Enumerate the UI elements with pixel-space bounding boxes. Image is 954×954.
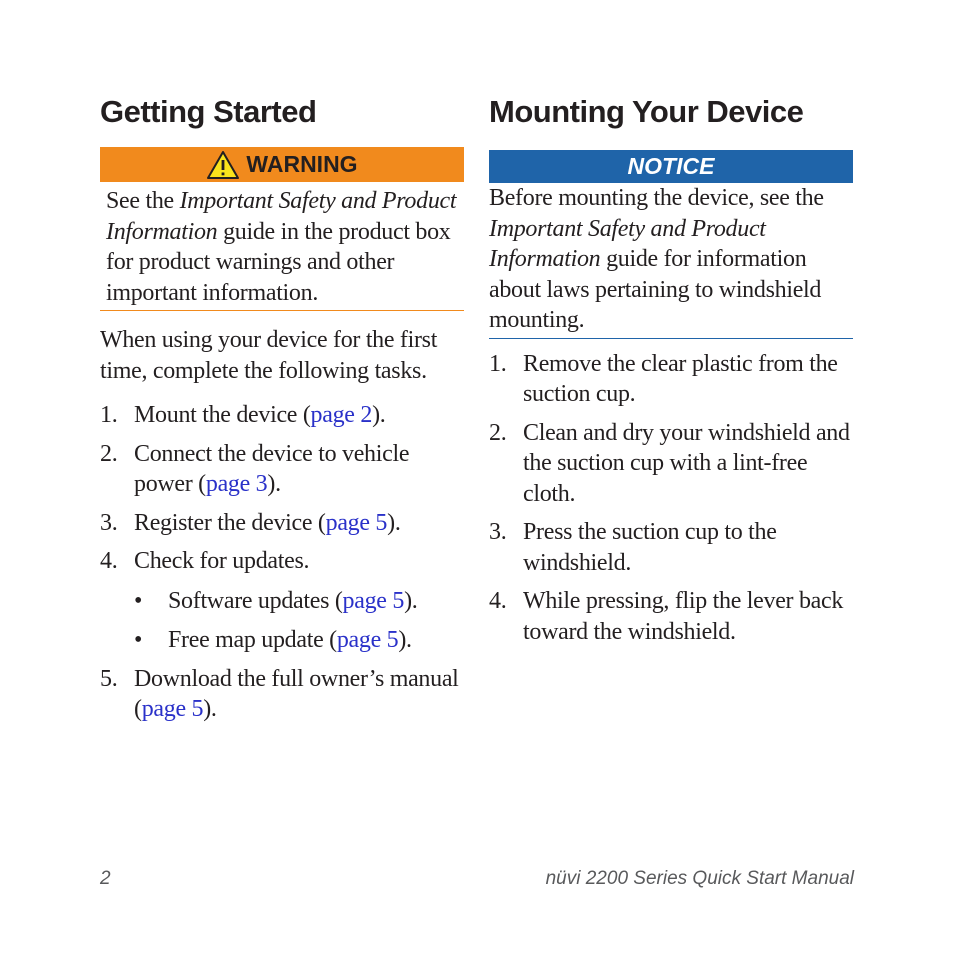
page-link[interactable]: page 5 [342, 587, 405, 614]
warning-banner [100, 147, 464, 182]
page-number: 2 [100, 868, 111, 889]
bullet: • [134, 627, 143, 653]
notice-text-part: guide for information about laws pertaining to windshield mounting. [489, 246, 822, 333]
manual-title: nüvi 2200 Series Quick Start Manual [545, 868, 854, 889]
sub-step-text [168, 625, 464, 656]
warning-triangle-icon [206, 150, 240, 180]
page-link[interactable]: page 5 [325, 509, 388, 536]
step-text [134, 664, 464, 725]
page-link[interactable]: page 5 [141, 696, 204, 722]
step-text-part: ). [267, 471, 281, 497]
step-number: 5. [100, 665, 118, 692]
warning-text [100, 182, 464, 311]
step-text-part: ). [372, 402, 386, 428]
warning-text-part: guide in the product box for product warnings and other important information. [106, 218, 451, 306]
section-heading-mounting: Mounting Your Device [489, 94, 804, 129]
list-item [100, 664, 464, 725]
step-number: 1. [489, 350, 507, 377]
step-number: 2. [100, 440, 118, 467]
sub-list-item [100, 625, 464, 656]
list-item [100, 508, 464, 539]
step-text-part: Free map update ( [168, 627, 337, 653]
update-sub-list [100, 577, 464, 656]
step-row [100, 546, 464, 577]
list-item [100, 400, 464, 431]
step-text [134, 508, 464, 539]
step-text-part: Mount the device ( [134, 402, 311, 428]
getting-started-steps [100, 400, 464, 725]
step-text-part: ). [398, 627, 412, 653]
page-link[interactable]: page 2 [310, 402, 373, 428]
section-heading-getting-started: Getting Started [100, 94, 317, 129]
step-text: Clean and dry your windshield and the suction cup with a lint-free cloth. [523, 419, 850, 507]
step-number: 3. [100, 509, 118, 536]
notice-text [489, 183, 853, 339]
notice-guide-title: Important Safety and Product Information [489, 215, 766, 272]
list-item [489, 418, 853, 510]
sub-list-item [100, 586, 464, 617]
step-text-part: Register the device ( [134, 509, 326, 536]
list-item [489, 586, 853, 647]
warning-guide-title: Important Safety and Product Information [106, 188, 457, 245]
notice-text-part: Before mounting the device, see the [489, 185, 824, 211]
intro-paragraph: When using your device for the first time, complete the following tasks. [100, 327, 438, 384]
warning-box [100, 147, 464, 311]
warning-label: WARNING [246, 151, 358, 177]
step-text [134, 439, 464, 500]
step-text-part: Download the full owner’s manual ( [134, 665, 459, 722]
list-item [489, 349, 853, 410]
list-item [100, 439, 464, 500]
step-text: While pressing, flip the lever back toward the windshield. [523, 588, 844, 645]
page-link[interactable]: page 3 [205, 471, 268, 497]
list-item [489, 517, 853, 578]
list-item [100, 546, 464, 656]
page-link[interactable]: page 5 [336, 627, 399, 653]
step-text: Check for updates. [134, 548, 310, 574]
step-text: Remove the clear plastic from the suction cup. [523, 350, 838, 407]
notice-banner [489, 150, 853, 183]
step-number: 1. [100, 402, 118, 428]
notice-box [489, 150, 853, 339]
notice-label: NOTICE [627, 153, 715, 179]
mounting-section [489, 92, 853, 647]
step-number: 4. [489, 588, 507, 614]
mounting-steps [489, 349, 853, 648]
step-text-part: ). [404, 587, 418, 614]
step-number: 4. [100, 548, 118, 574]
warning-text-part: See the [106, 188, 180, 214]
step-text-part: ). [203, 696, 217, 722]
step-number: 2. [489, 419, 507, 446]
sub-step-text [168, 586, 464, 617]
step-text-part: Software updates ( [168, 587, 343, 614]
step-text-part: Connect the device to vehicle power ( [134, 440, 410, 497]
step-number: 3. [489, 519, 507, 545]
step-text: Press the suction cup to the windshield. [523, 519, 777, 576]
step-text-part: ). [387, 509, 401, 536]
getting-started-section [100, 92, 464, 725]
bullet: • [134, 587, 143, 614]
step-text [134, 400, 464, 431]
